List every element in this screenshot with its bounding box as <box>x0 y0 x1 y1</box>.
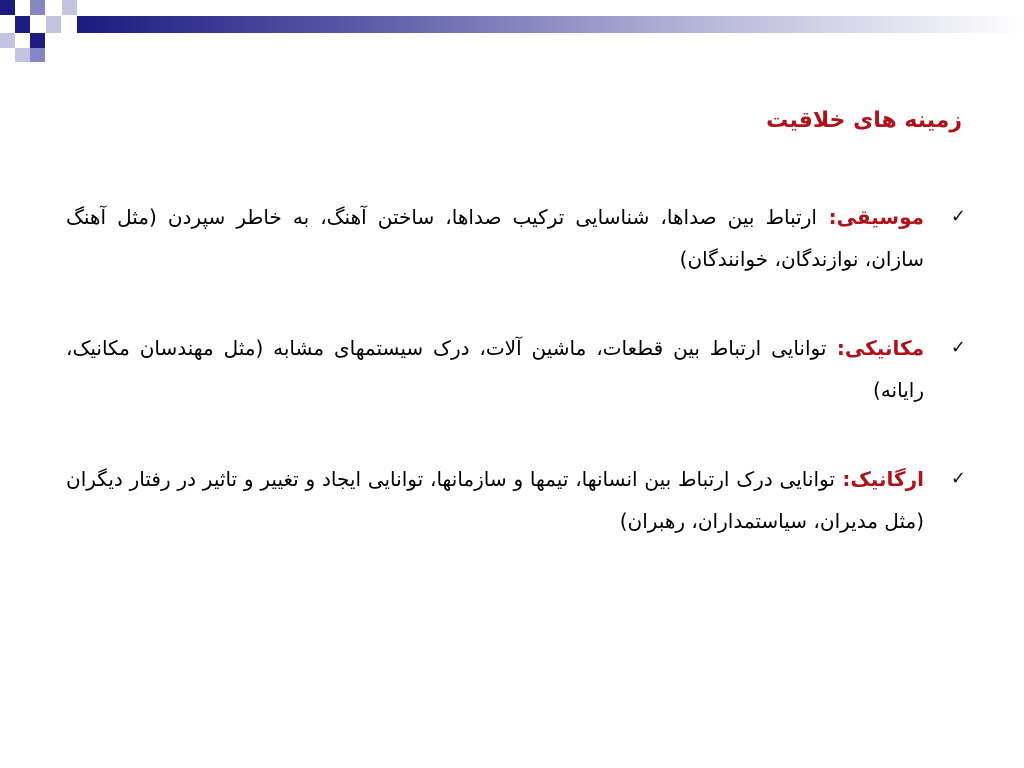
bullet-term: موسیقی <box>836 205 925 229</box>
bullet-text: توانایی درک ارتباط بین انسانها، تیمها و سازمانها، توانایی ایجاد و تغییر و تاثیر در رفتار دیگران (مثل مدیران، سیاستمداران، رهبران) <box>66 467 924 533</box>
bullet-term: ارگانیک <box>850 467 924 491</box>
bullet-item <box>66 327 966 411</box>
decor-square <box>46 16 61 33</box>
decor-square <box>30 0 45 15</box>
bullet-separator: : <box>816 205 837 229</box>
slide-title: زمینه های خلاقیت <box>766 108 962 133</box>
decor-square <box>0 0 15 15</box>
decor-square <box>15 48 30 62</box>
bullet-list <box>66 196 966 589</box>
check-mark-icon: ✓ <box>950 468 966 489</box>
bullet-text: ارتباط بین صداها، شناسایی ترکیب صداها، ساختن آهنگ، به خاطر سپردن (مثل آهنگ سازان، نوازندگان، خوانندگان) <box>66 205 924 271</box>
check-mark-icon: ✓ <box>950 206 966 227</box>
header-gradient-bar <box>77 16 1024 33</box>
decor-square <box>0 33 15 48</box>
bullet-item <box>66 196 966 280</box>
bullet-term: مکانیکی <box>844 336 924 360</box>
bullet-item <box>66 458 966 542</box>
bullet-separator: : <box>826 336 845 360</box>
bullet-separator: : <box>834 467 851 491</box>
check-mark-icon: ✓ <box>950 337 966 358</box>
decor-square <box>15 16 30 33</box>
decor-square <box>30 33 45 48</box>
bullet-text: توانایی ارتباط بین قطعات، ماشین آلات، درک سیستمهای مشابه (مثل مهندسان مکانیک، رایانه) <box>66 336 924 402</box>
decor-square <box>62 0 77 15</box>
header-decoration <box>0 0 1024 62</box>
decor-square <box>30 48 45 62</box>
